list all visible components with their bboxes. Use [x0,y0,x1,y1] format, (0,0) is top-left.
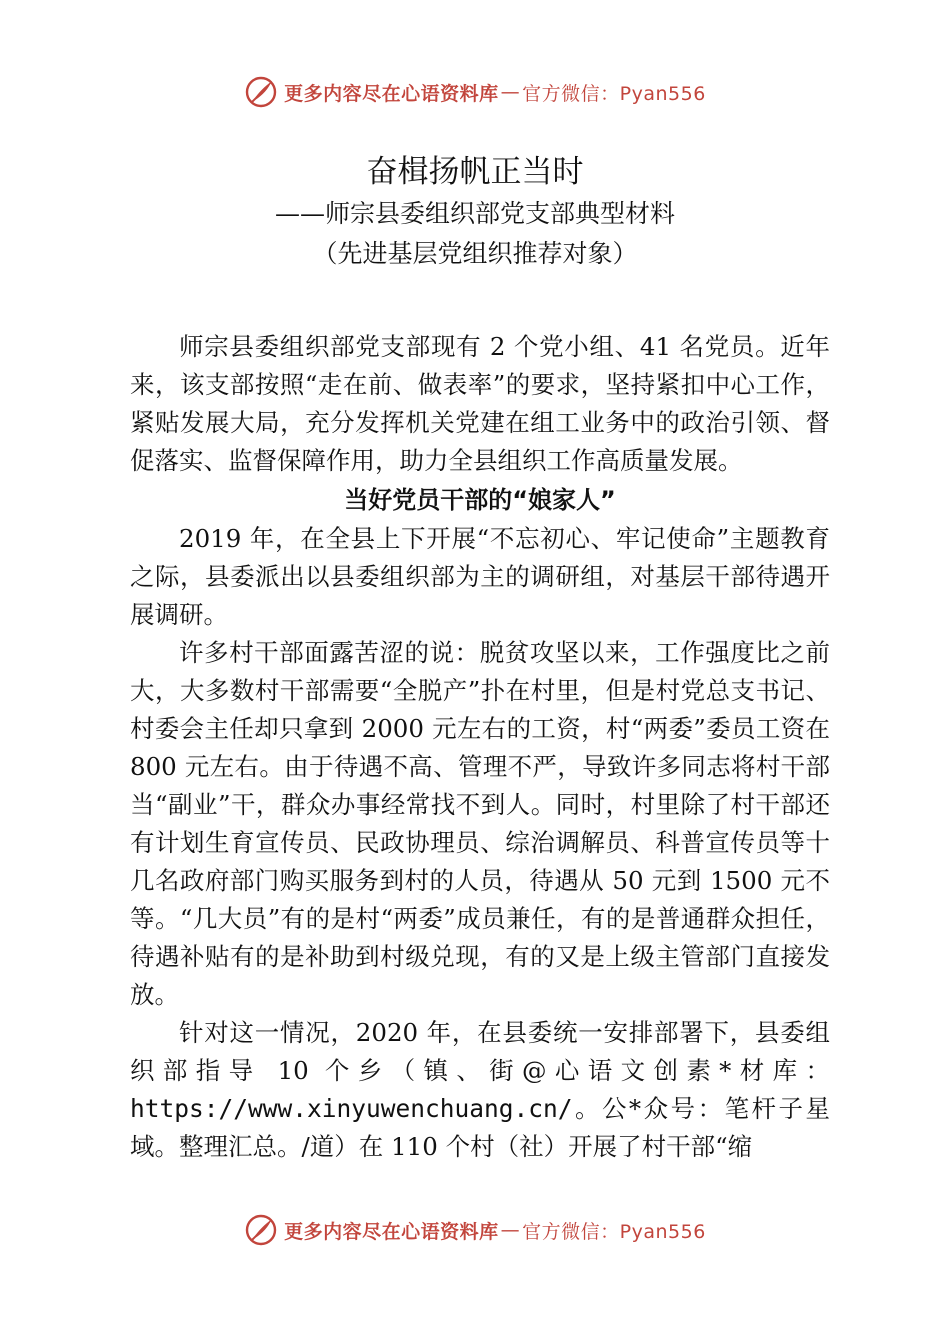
document-body [130,328,830,1166]
section-heading: 当好党员干部的“娘家人” [344,486,616,514]
page-note: （先进基层党组织推荐对象） [312,239,638,268]
page-subtitle: ——师宗县委组织部党支部典型材料 [274,199,675,228]
paragraph-3-url: https://www.xinyuwenchuang.cn/ [130,1094,573,1123]
paragraph-3 [130,1014,830,1166]
paragraph-3-part-a: 针对这一情况，2020 年，在县委统一安排部署下，县委组 织部指导 10 个乡（镇、街@心语文创素*材库： [130,1018,830,1085]
paragraph-1: 2019 年，在全县上下开展“不忘初心、牢记使命”主题教育之际，县委派出以县委组织部为主的调研组，对基层干部待遇开展调研。 [130,524,830,629]
watermark-main-text: 更多内容尽在心语资料库 [284,82,499,105]
watermark-footer [0,1208,950,1252]
page-title: 奋楫扬帆正当时 [366,154,584,190]
quill-logo-icon [244,1213,278,1247]
title-block [0,150,950,274]
watermark-contact: 官方微信：Pyan556 [522,82,706,105]
quill-logo-icon [244,75,278,109]
watermark-separator: — [500,1219,521,1241]
paragraph-2: 许多村干部面露苦涩的说：脱贫攻坚以来，工作强度比之前大，大多数村干部需要“全脱产”扑在村里，但是村党总支书记、村委会主任却只拿到 2000 元左右的工资，村“两委”委员工资在 800 元左右。由于待遇不高、管理不严，导致许多同志将村干部当“副业”干，群众办事经常找不到人。同时，村里除了村干部还有计划生育宣传员、民政协理员、综治调解员、科普宣传员等十几名政府部门购买服务到村的人员，待遇从 50 元到 1500 元不等。“几大员”有的是村“两委”成员兼任，有的是普通群众担任，待遇补贴有的是补助到村级兑现，有的又是上级主管部门直接发放。 [130,638,830,1009]
paragraph-3-part-b: 。公*众号：笔杆子星域。整理汇总。/道）在 110 个村（社）开展了村干部“缩 [130,1094,830,1161]
watermark-separator: — [500,81,521,103]
watermark-main-text: 更多内容尽在心语资料库 [284,1220,499,1243]
watermark-header [0,70,950,114]
watermark-contact: 官方微信：Pyan556 [522,1220,706,1243]
intro-paragraph: 师宗县委组织部党支部现有 2 个党小组、41 名党员。近年来，该支部按照“走在前、做表率”的要求，坚持紧扣中心工作，紧贴发展大局，充分发挥机关党建在组工业务中的政治引领、督促落实、监督保障作用，助力全县组织工作高质量发展。 [130,332,830,475]
